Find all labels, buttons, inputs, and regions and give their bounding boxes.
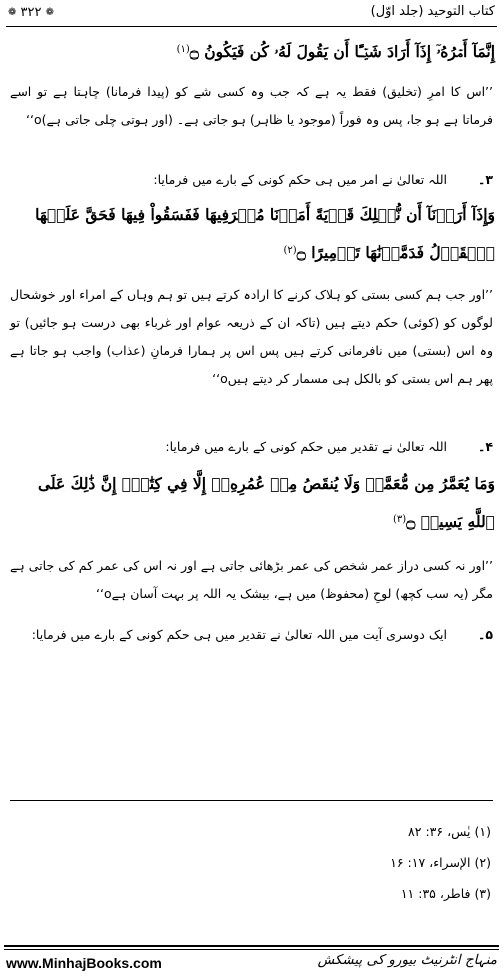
ornament-icon: ❁ [8,7,17,18]
footer-divider-thin [4,949,499,950]
page-number-text: ۳۲۲ [20,5,42,20]
verse-text: إِنَّمَآ أَمۡرُهُۥٓ إِذَآ أَرَادَ شَيۡـًٔا أَن يَقُولَ لَهُۥ كُن فَيَكُونُ [204,42,495,61]
quran-verse-2: وَإِذَآ أَرَدۡنَآ أَن نُّهۡلِكَ قَرۡيَةً أَمَرۡنَا مُتۡرَفِيهَا فَفَسَقُواْ فِيهَا فَحَقَّ عَلَيۡهَا ٱلۡقَوۡلُ فَدَمَّرۡنَٰهَا تَدۡمِيرًا ۝$^{(۲)}$ [35,205,495,262]
quran-verse-3: وَمَا يُعَمَّرُ مِن مُّعَمَّرٖ وَلَا يُنقَصُ مِنۡ عُمُرِهِۦٓ إِلَّا فِي كِتَٰبٍۚ إِنَّ ذَٰلِكَ عَلَى ٱللَّهِ يَسِيرٞ ۝$^{(۳)}$ [37,474,495,531]
list-item-5 [10,622,493,648]
footnote-1: (۱) یٰس، ۳۶: ۸۲ [408,824,491,839]
footnote-divider [10,800,493,801]
item-text: اللہ تعالیٰ نے تقدیر میں حکم کونی کے بارے میں فرمایا: [165,439,447,454]
footer-divider [4,945,499,947]
item-number: ۵۔ [478,627,493,642]
item-text: اللہ تعالیٰ نے امر میں ہی حکم کونی کے بارے میں فرمایا: [153,172,447,187]
book-title-text: کتاب التوحید (جلد اوّل) [370,4,495,19]
footnote-2: (۲) الإسراء، ۱۷: ۱۶ [390,855,491,870]
translation-2: ’’اور جب ہم کسی بستی کو ہلاک کرنے کا ارادہ کرتے ہیں تو ہم وہاں کے امراء اور خوشحال لوگوں کو (کوئی) حکم دیتے ہیں (تاکہ ان کے ذریعہ عوام اور غرباء بھی درست ہو جائیں) تو وہ اس (بستی) میں نافرمانی کرتے ہیں پس اس پر ہمارا فرمانِ (عذاب) واجب ہو جاتا ہے پھر ہم اس بستی کو بالکل ہی مسمار کر دیتے ہیںo‘‘ [10,287,493,386]
list-item-3 [10,167,493,193]
translation-1: ’’اس کا امرِ (تخلیق) فقط یہ ہے کہ جب وہ کسی شے کو (پیدا فرمانا) چاہتا ہے تو اسے فرماتا ہے ہو جا، پس وہ فوراً (موجود یا ظاہر) ہو جاتی ہے۔ (اور ہوتی چلی جاتی ہے)o‘‘ [10,84,493,127]
header-divider [6,26,497,27]
publisher-credit: منہاج انٹرنیٹ بیورو کی پیشکش [317,952,497,968]
list-item-4 [10,434,493,460]
item-number: ۳۔ [478,172,493,187]
footnote-3: (۳) فاطر، ۳۵: ۱۱ [400,886,491,901]
page-number [8,5,54,20]
footnote-marker: (۲) [283,245,297,256]
quran-verse-1: إِنَّمَآ أَمۡرُهُۥٓ إِذَآ أَرَادَ شَيۡـًٔا أَن يَقُولَ لَهُۥ كُن فَيَكُونُ ۝$^{(۱)}$ [176,42,495,61]
item-text: ایک دوسری آیت میں اللہ تعالیٰ نے تقدیر میں ہی حکم کونی کے بارے میں فرمایا: [31,627,447,642]
item-number: ۴۔ [478,439,493,454]
verse-text: وَمَا يُعَمَّرُ مِن مُّعَمَّرٖ وَلَا يُنقَصُ مِنۡ عُمُرِهِۦٓ إِلَّا فِي كِتَٰبٍۚ إِنَّ ذَٰلِكَ عَلَى ٱللَّهِ يَسِيرٞ [37,474,495,531]
ornament-icon: ❁ [45,7,55,18]
book-title [371,4,495,19]
verse-text: وَإِذَآ أَرَدۡنَآ أَن نُّهۡلِكَ قَرۡيَةً أَمَرۡنَا مُتۡرَفِيهَا فَفَسَقُواْ فِيهَا فَحَقَّ عَلَيۡهَا ٱلۡقَوۡلُ فَدَمَّرۡنَٰهَا تَدۡمِيرًا [35,205,495,262]
footnote-marker: (۱) [176,44,190,55]
translation-3: ’’اور نہ کسی دراز عمر شخص کی عمر بڑھائی جاتی ہے اور نہ اس کی عمر کم کی جاتی ہے مگر (یہ سب کچھ) لوحِ (محفوظ) میں ہے، بیشک یہ اللہ پر بہت آسان ہےo‘‘ [10,558,493,601]
footnote-marker: (۳) [393,514,407,525]
website-link[interactable]: www.MinhajBooks.com [6,955,162,971]
page-header [6,2,497,28]
